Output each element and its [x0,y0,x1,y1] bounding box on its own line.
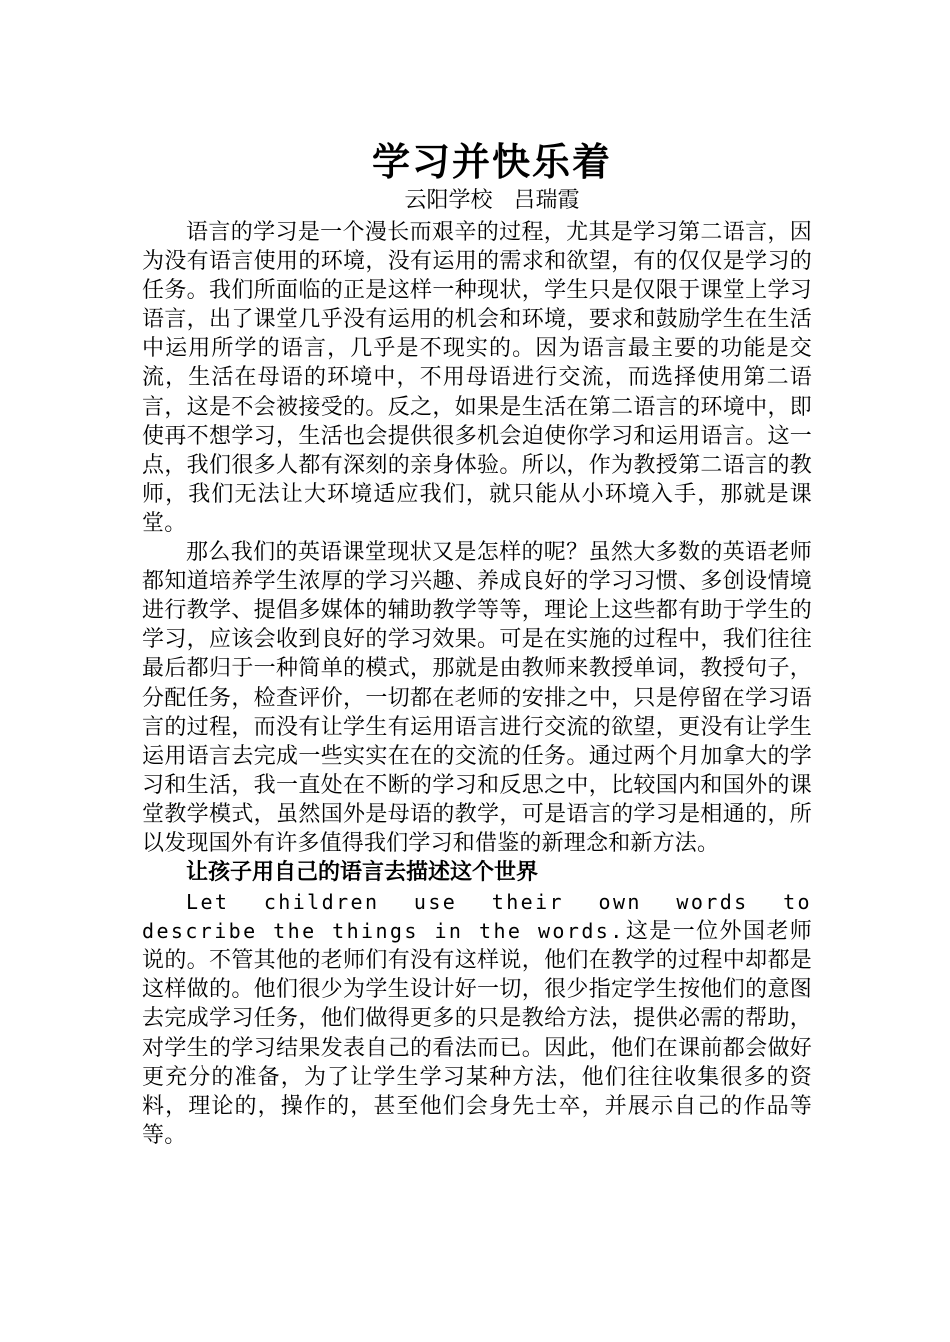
section-heading: 让孩子用自己的语言去描述这个世界 [186,860,539,886]
document-body [142,138,812,1150]
paragraph-3-text: 这是一位外国老师说的。不管其他的老师们有没有这样说，他们在教学的过程中却都是这样做的。他们很少为学生设计好一切，很少指定学生按他们的意图去完成学习任务，他们做得更多的只是教给方法，提供必需的帮助，对学生的学习结果发表自己的看法而已。因此，他们在课前都会做好更充分的准备，为了让学生学习某种方法，他们往往收集很多的资料，理论的，操作的，甚至他们会身先士卒，并展示自己的作品等等。 [142,919,812,1148]
author-line: 云阳学校 吕瑞霞 [404,188,580,213]
paragraph-1: 语言的学习是一个漫长而艰辛的过程，尤其是学习第二语言，因为没有语言使用的环境，没有运用的需求和欲望，有的仅仅是学习的任务。我们所面临的正是这样一种现状，学生只是仅限于课堂上学习语言，出了课堂几乎没有运用的机会和环境，要求和鼓励学生在生活中运用所学的语言，几乎是不现实的。因为语言最主要的功能是交流，生活在母语的环境中，不用母语进行交流，而选择使用第二语言，这是不会被接受的。反之，如果是生活在第二语言的环境中，即使再不想学习，生活也会提供很多机会迫使你学习和运用语言。这一点，我们很多人都有深刻的亲身体验。所以，作为教授第二语言的教师，我们无法让大环境适应我们，就只能从小环境入手，那就是课堂。 [142,220,812,536]
document-title: 学习并快乐着 [371,140,612,184]
english-quote: Let children use their own words to describe the things in the words. [142,890,812,944]
paragraph-3 [142,888,812,1150]
paragraph-2: 那么我们的英语课堂现状又是怎样的呢？虽然大多数的英语老师都知道培养学生浓厚的学习兴趣、养成良好的学习习惯、多创设情境进行教学、提倡多媒体的辅助教学等等，理论上这些都有助于学生的学习，应该会收到良好的学习效果。可是在实施的过程中，我们往往最后都归于一种简单的模式，那就是由教师来教授单词，教授句子，分配任务，检查评价，一切都在老师的安排之中，只是停留在学习语言的过程，而没有让学生有运用语言进行交流的欲望，更没有让学生运用语言去完成一些实实在在的交流的任务。通过两个月加拿大的学习和生活，我一直处在不断的学习和反思之中，比较国内和国外的课堂教学模式，虽然国外是母语的教学，可是语言的学习是相通的，所以发现国外有许多值得我们学习和借鉴的新理念和新方法。 [142,540,812,856]
